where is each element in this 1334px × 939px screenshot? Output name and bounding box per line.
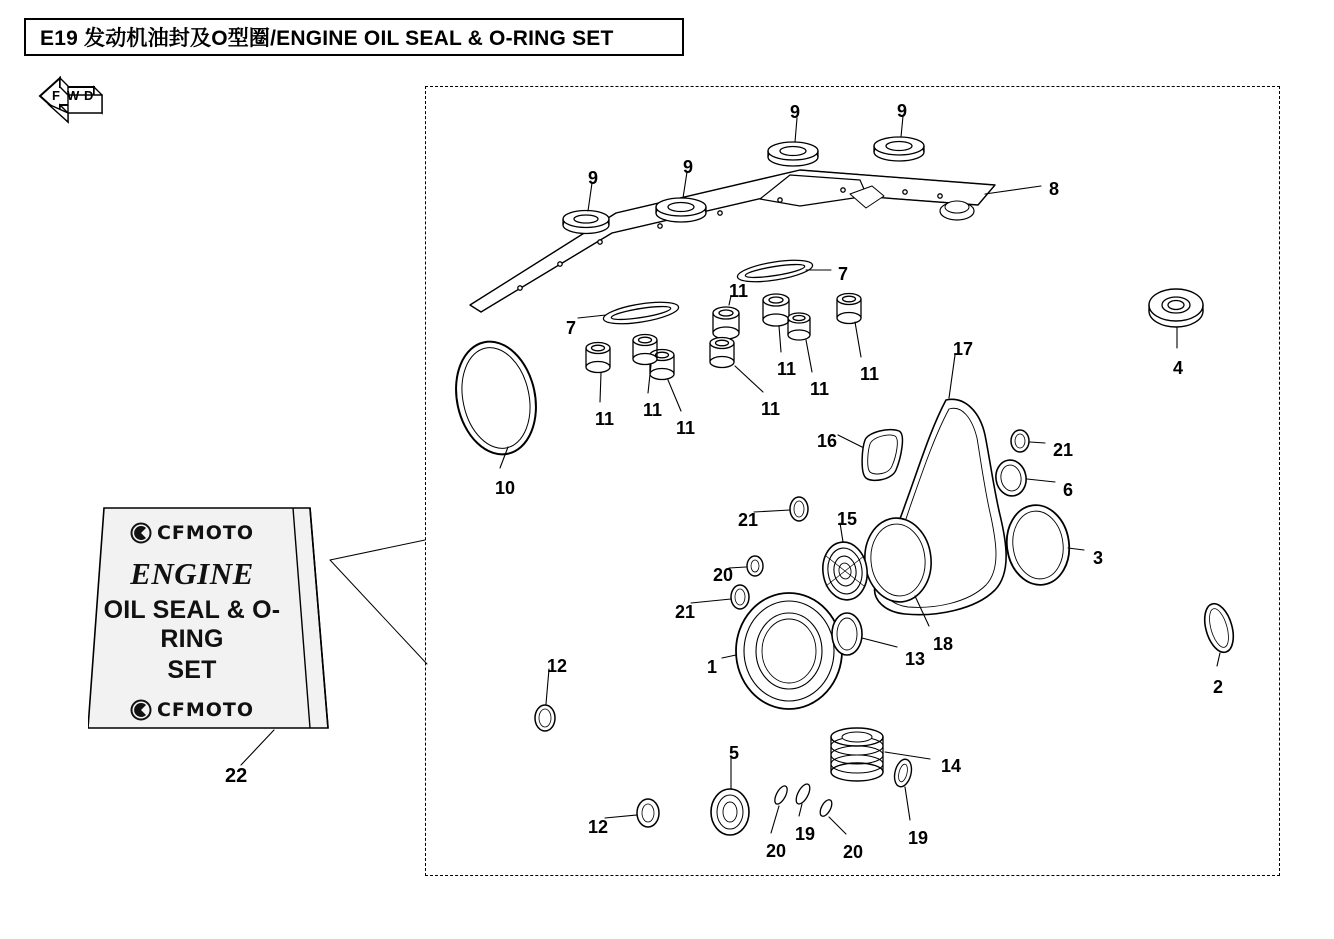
package-line-1: ENGINE (130, 556, 254, 591)
callout-10: 10 (495, 478, 516, 498)
callout-19-a: 19 (795, 824, 816, 844)
callout-14: 14 (941, 756, 962, 776)
package-line-3: SET (167, 656, 217, 684)
part-6-oring (993, 458, 1029, 499)
brand-name-bottom: CFMOTO (156, 699, 255, 721)
callout-11-g: 11 (643, 400, 663, 420)
callout-22: 22 (225, 765, 248, 787)
callout-5: 5 (729, 743, 740, 763)
part-5-seal (711, 789, 749, 835)
callout-20-c: 20 (843, 842, 864, 862)
callout-11-h: 11 (595, 409, 615, 429)
callout-20-b: 20 (766, 841, 787, 861)
svg-text:D: D (84, 88, 94, 103)
part-13-ring (832, 613, 862, 655)
callout-13: 13 (905, 649, 926, 669)
part-19-oring-b (892, 757, 914, 788)
callout-21-a: 21 (1053, 440, 1074, 460)
callout-11-c: 11 (810, 379, 830, 399)
part-20-ring-c (818, 798, 834, 818)
callout-11-d: 11 (860, 364, 880, 384)
part-12-oring-a (535, 705, 555, 731)
part-21-oring-b (790, 497, 808, 521)
part-20-ring-b (772, 784, 789, 806)
package-line-2: OIL SEAL & O-RING (103, 596, 281, 653)
callout-19-b: 19 (908, 828, 929, 848)
callout-9-a: 9 (790, 102, 801, 122)
svg-text:W: W (67, 88, 80, 103)
callout-11-f: 11 (676, 418, 696, 438)
part-15-bearing (819, 539, 871, 603)
callout-15: 15 (837, 509, 858, 529)
part-2-oring (1200, 600, 1239, 655)
callout-21-c: 21 (675, 602, 696, 622)
callout-12-b: 12 (588, 817, 609, 837)
callout-17: 17 (953, 339, 974, 359)
callout-11-a: 11 (729, 281, 749, 301)
callout-16: 16 (817, 431, 838, 451)
svg-text:F: F (52, 88, 60, 103)
callout-3: 3 (1093, 548, 1104, 568)
brand-name-top: CFMOTO (156, 522, 255, 544)
page-title: E19 发动机油封及O型圈/ENGINE OIL SEAL & O-RING SET (40, 27, 614, 50)
part-12-oring-b (637, 799, 659, 827)
callout-7-b: 7 (566, 318, 577, 338)
callout-1: 1 (707, 657, 718, 677)
callout-11-b: 11 (777, 359, 797, 379)
callout-21-b: 21 (738, 510, 759, 530)
callout-9-b: 9 (897, 101, 908, 121)
part-3-oring (1002, 501, 1075, 589)
part-1-main-oil-seal (736, 593, 842, 709)
part-19-oring-a (793, 782, 812, 806)
leader-lines (241, 116, 1220, 837)
callout-9-d: 9 (588, 168, 599, 188)
callout-12-a: 12 (547, 656, 568, 676)
part-20-ring-a (747, 556, 763, 576)
callout-18: 18 (933, 634, 954, 654)
part-16-square-gasket (862, 430, 902, 481)
callout-7-a: 7 (838, 264, 849, 284)
callout-9-c: 9 (683, 157, 694, 177)
callout-8: 8 (1049, 179, 1060, 199)
part-14-sleeve (831, 728, 883, 781)
callout-4: 4 (1173, 358, 1184, 378)
callout-6: 6 (1063, 480, 1074, 500)
callout-2: 2 (1213, 677, 1224, 697)
part-4-seal (1149, 289, 1203, 327)
part-21-oring-a (1011, 430, 1029, 452)
part-21-oring-c (731, 585, 749, 609)
callout-11-e: 11 (761, 399, 781, 419)
part-10-large-oring (446, 334, 546, 462)
callout-20-a: 20 (713, 565, 734, 585)
